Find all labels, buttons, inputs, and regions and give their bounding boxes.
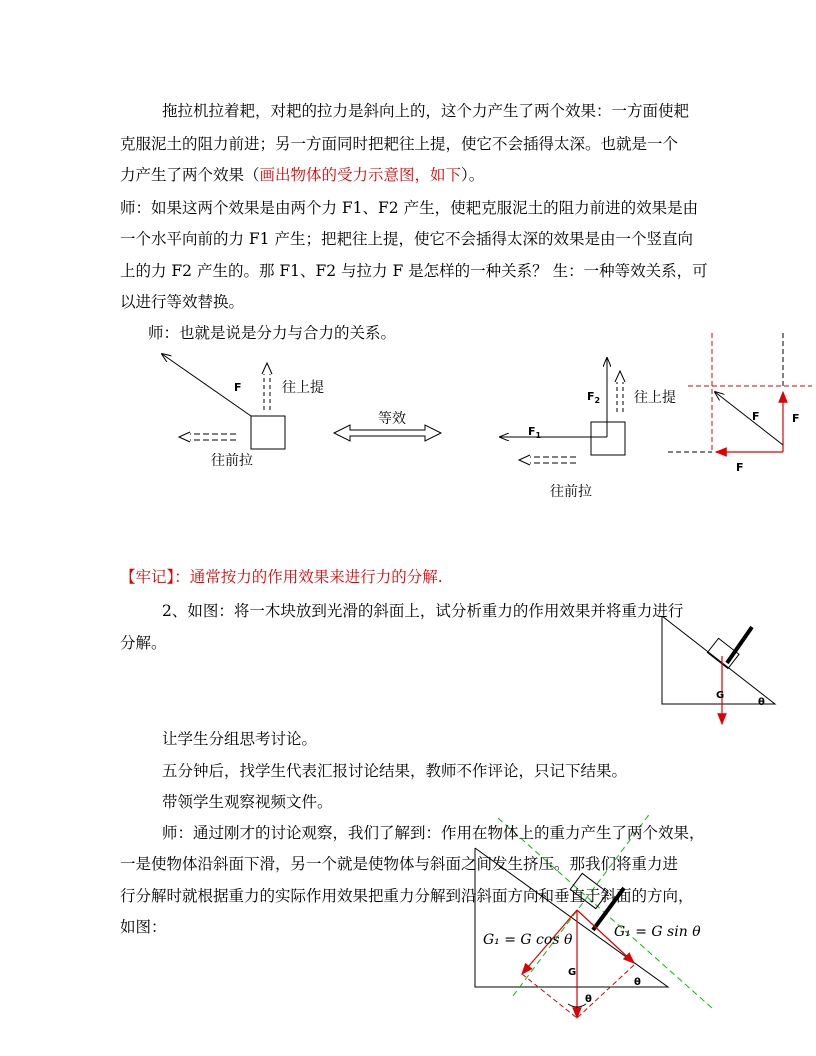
para1-line3-b: ）。 xyxy=(461,166,485,184)
left-up-label: 往上提 xyxy=(282,380,324,396)
para1-line3-red: 画出物体的受力示意图，如下 xyxy=(259,166,462,184)
para2-line2: 一个水平向前的力 F1 产生；把耙往上提，使它不会插得太深的效果是由一个竖直向 xyxy=(120,230,693,248)
f2-label: $F_2$ xyxy=(587,390,601,406)
para3: 师：也就是说是分力与合力的关系。 xyxy=(148,324,397,342)
question-line1: 2、如图：将一木块放到光滑的斜面上，试分析重力的作用效果并将重力进行 xyxy=(162,602,684,620)
para4-line1: 师：通过刚才的讨论观察，我们了解到：作用在物体上的重力产生了两个效果， xyxy=(162,824,705,842)
para2-line3: 上的力 F2 产生的。那 F1、F2 与拉力 F 是怎样的一种关系？ 生：一种等效关系，可 xyxy=(120,262,708,280)
equivalence-label: 等效 xyxy=(378,411,406,427)
g1-cos-formula: G₁ = G cos θ xyxy=(483,932,573,948)
left-forward-label: 往前拉 xyxy=(211,453,253,469)
report-line: 五分钟后，找学生代表汇报讨论结果，教师不作评论，只记下结果。 xyxy=(162,762,628,780)
para1-line3-a: 力产生了两个效果（ xyxy=(120,166,260,184)
video-line: 带领学生观察视频文件。 xyxy=(162,793,333,811)
note-text: ：通常按力的作用效果来进行力的分解. xyxy=(174,568,443,586)
para1-line1: 拖拉机拉着耙，对耙的拉力是斜向上的，这个力产生了两个效果：一方面使耙 xyxy=(162,102,690,120)
discussion-line: 让学生分组思考讨论。 xyxy=(162,730,318,748)
rect-f-right-label: F xyxy=(792,412,800,425)
right-forward-label: 往前拉 xyxy=(550,484,592,500)
para2-line4: 以进行等效替换。 xyxy=(120,293,245,311)
left-f-label: F xyxy=(234,381,242,394)
rect-f-bottom-label: F xyxy=(736,461,744,474)
note-bracket: 【牢记】 xyxy=(120,568,175,586)
g1-sin-formula: G₁ = G sin θ xyxy=(614,924,701,940)
f1-label: $F_1$ xyxy=(528,425,542,441)
para2-line1: 师：如果这两个效果是由两个力 F1、F2 产生，使耙克服泥土的阻力前进的效果是由 xyxy=(120,199,699,217)
para4-line4: 如图： xyxy=(120,918,167,936)
para4-line3: 行分解时就根据重力的实际作用效果把重力分解到沿斜面方向和垂直于斜面的方向， xyxy=(120,887,694,905)
incline1-theta-label: θ xyxy=(758,697,765,708)
para1-line2: 克服泥土的阻力前进；另一方面同时把耙往上提，使它不会插得太深。也就是一个 xyxy=(120,135,679,153)
incline2-g-label: G xyxy=(568,967,577,978)
incline1-g-label: G xyxy=(716,690,725,701)
para4-line2: 一是使物体沿斜面下滑，另一个就是使物体与斜面之间发生挤压。那我们将重力进 xyxy=(120,855,679,873)
question-line2: 分解。 xyxy=(120,634,167,652)
right-up-label: 往上提 xyxy=(634,390,676,406)
incline2-theta-right: θ xyxy=(634,977,641,988)
incline2-theta-bottom: θ xyxy=(585,994,592,1005)
rect-f-diag-label: F xyxy=(752,410,760,423)
